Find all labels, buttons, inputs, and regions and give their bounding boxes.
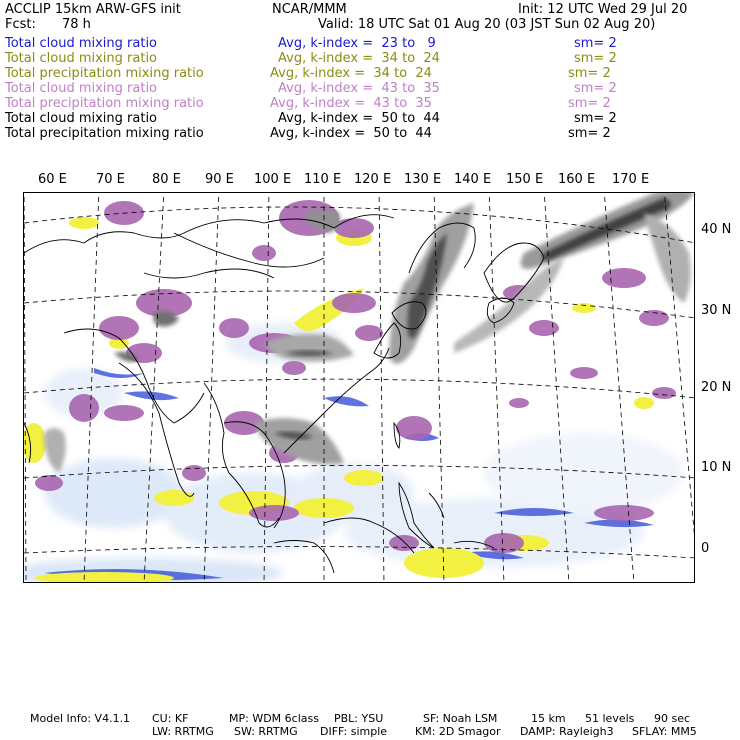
legend-field: Total cloud mixing ratio [5,51,158,66]
low-cloud-layer [24,323,684,583]
legend-avg: Avg, k-index = 34 to 24 [270,66,432,81]
lon-label: 170 E [612,172,650,187]
lon-label: 100 E [254,172,292,187]
legend-sm: sm= 2 [568,66,611,81]
legend-avg: Avg, k-index = 50 to 44 [278,111,440,126]
grid-spacing: 15 km [531,712,566,725]
lat-label: 10 N [701,460,732,475]
init-time: Init: 12 UTC Wed 29 Jul 20 [518,2,688,17]
run-title: ACCLIP 15km ARW-GFS init [5,2,181,17]
diff-option: DIFF: simple [320,725,388,738]
lon-label: 150 E [506,172,544,187]
time-step: 90 sec [654,712,691,725]
org-label: NCAR/MMM [272,2,347,17]
legend-avg: Avg, k-index = 34 to 24 [278,51,440,66]
legend-field: Total cloud mixing ratio [5,111,158,126]
legend-sm: sm= 2 [574,51,617,66]
lon-label: 90 E [205,172,234,187]
legend-sm: sm= 2 [568,126,611,141]
sf-scheme: SF: Noah LSM [423,712,498,725]
km-option: KM: 2D Smagor [415,725,501,738]
lon-label: 80 E [152,172,181,187]
vertical-levels: 51 levels [585,712,635,725]
legend-sm: sm= 2 [574,36,617,51]
legend-field: Total precipitation mixing ratio [5,96,204,111]
legend-field: Total cloud mixing ratio [5,36,158,51]
pbl-scheme: PBL: YSU [334,712,384,725]
lon-label: 130 E [404,172,442,187]
legend-avg: Avg, k-index = 23 to 9 [278,36,436,51]
legend-avg: Avg, k-index = 50 to 44 [270,126,432,141]
legend-field: Total precipitation mixing ratio [5,66,204,81]
forecast-label: Fcst: [5,17,36,32]
lat-label: 40 N [701,222,732,237]
lon-label: 140 E [454,172,492,187]
forecast-map [23,192,695,583]
lat-label: 0 [701,541,710,556]
legend-avg: Avg, k-index = 43 to 35 [270,96,432,111]
lon-label: 70 E [96,172,125,187]
lon-label: 160 E [558,172,596,187]
lw-scheme: LW: RRTMG [152,725,214,738]
legend-field: Total cloud mixing ratio [5,81,158,96]
valid-time: Valid: 18 UTC Sat 01 Aug 20 (03 JST Sun 02 Aug 20) [318,17,656,32]
lon-label: 110 E [304,172,342,187]
legend-field: Total precipitation mixing ratio [5,126,204,141]
legend-sm: sm= 2 [574,81,617,96]
damp-option: DAMP: Rayleigh3 [520,725,614,738]
map-canvas [24,193,695,583]
sflay-option: SFLAY: MM5 [632,725,697,738]
mp-scheme: MP: WDM 6class [229,712,319,725]
lat-label: 20 N [701,380,732,395]
sw-scheme: SW: RRTMG [234,725,298,738]
lon-label: 120 E [354,172,392,187]
legend-sm: sm= 2 [568,96,611,111]
lat-label: 30 N [701,303,732,318]
lon-label: 60 E [38,172,67,187]
legend-avg: Avg, k-index = 43 to 35 [278,81,440,96]
forecast-hours: 78 h [62,17,91,32]
cu-scheme: CU: KF [152,712,189,725]
legend-sm: sm= 2 [574,111,617,126]
model-version: Model Info: V4.1.1 [30,712,131,725]
